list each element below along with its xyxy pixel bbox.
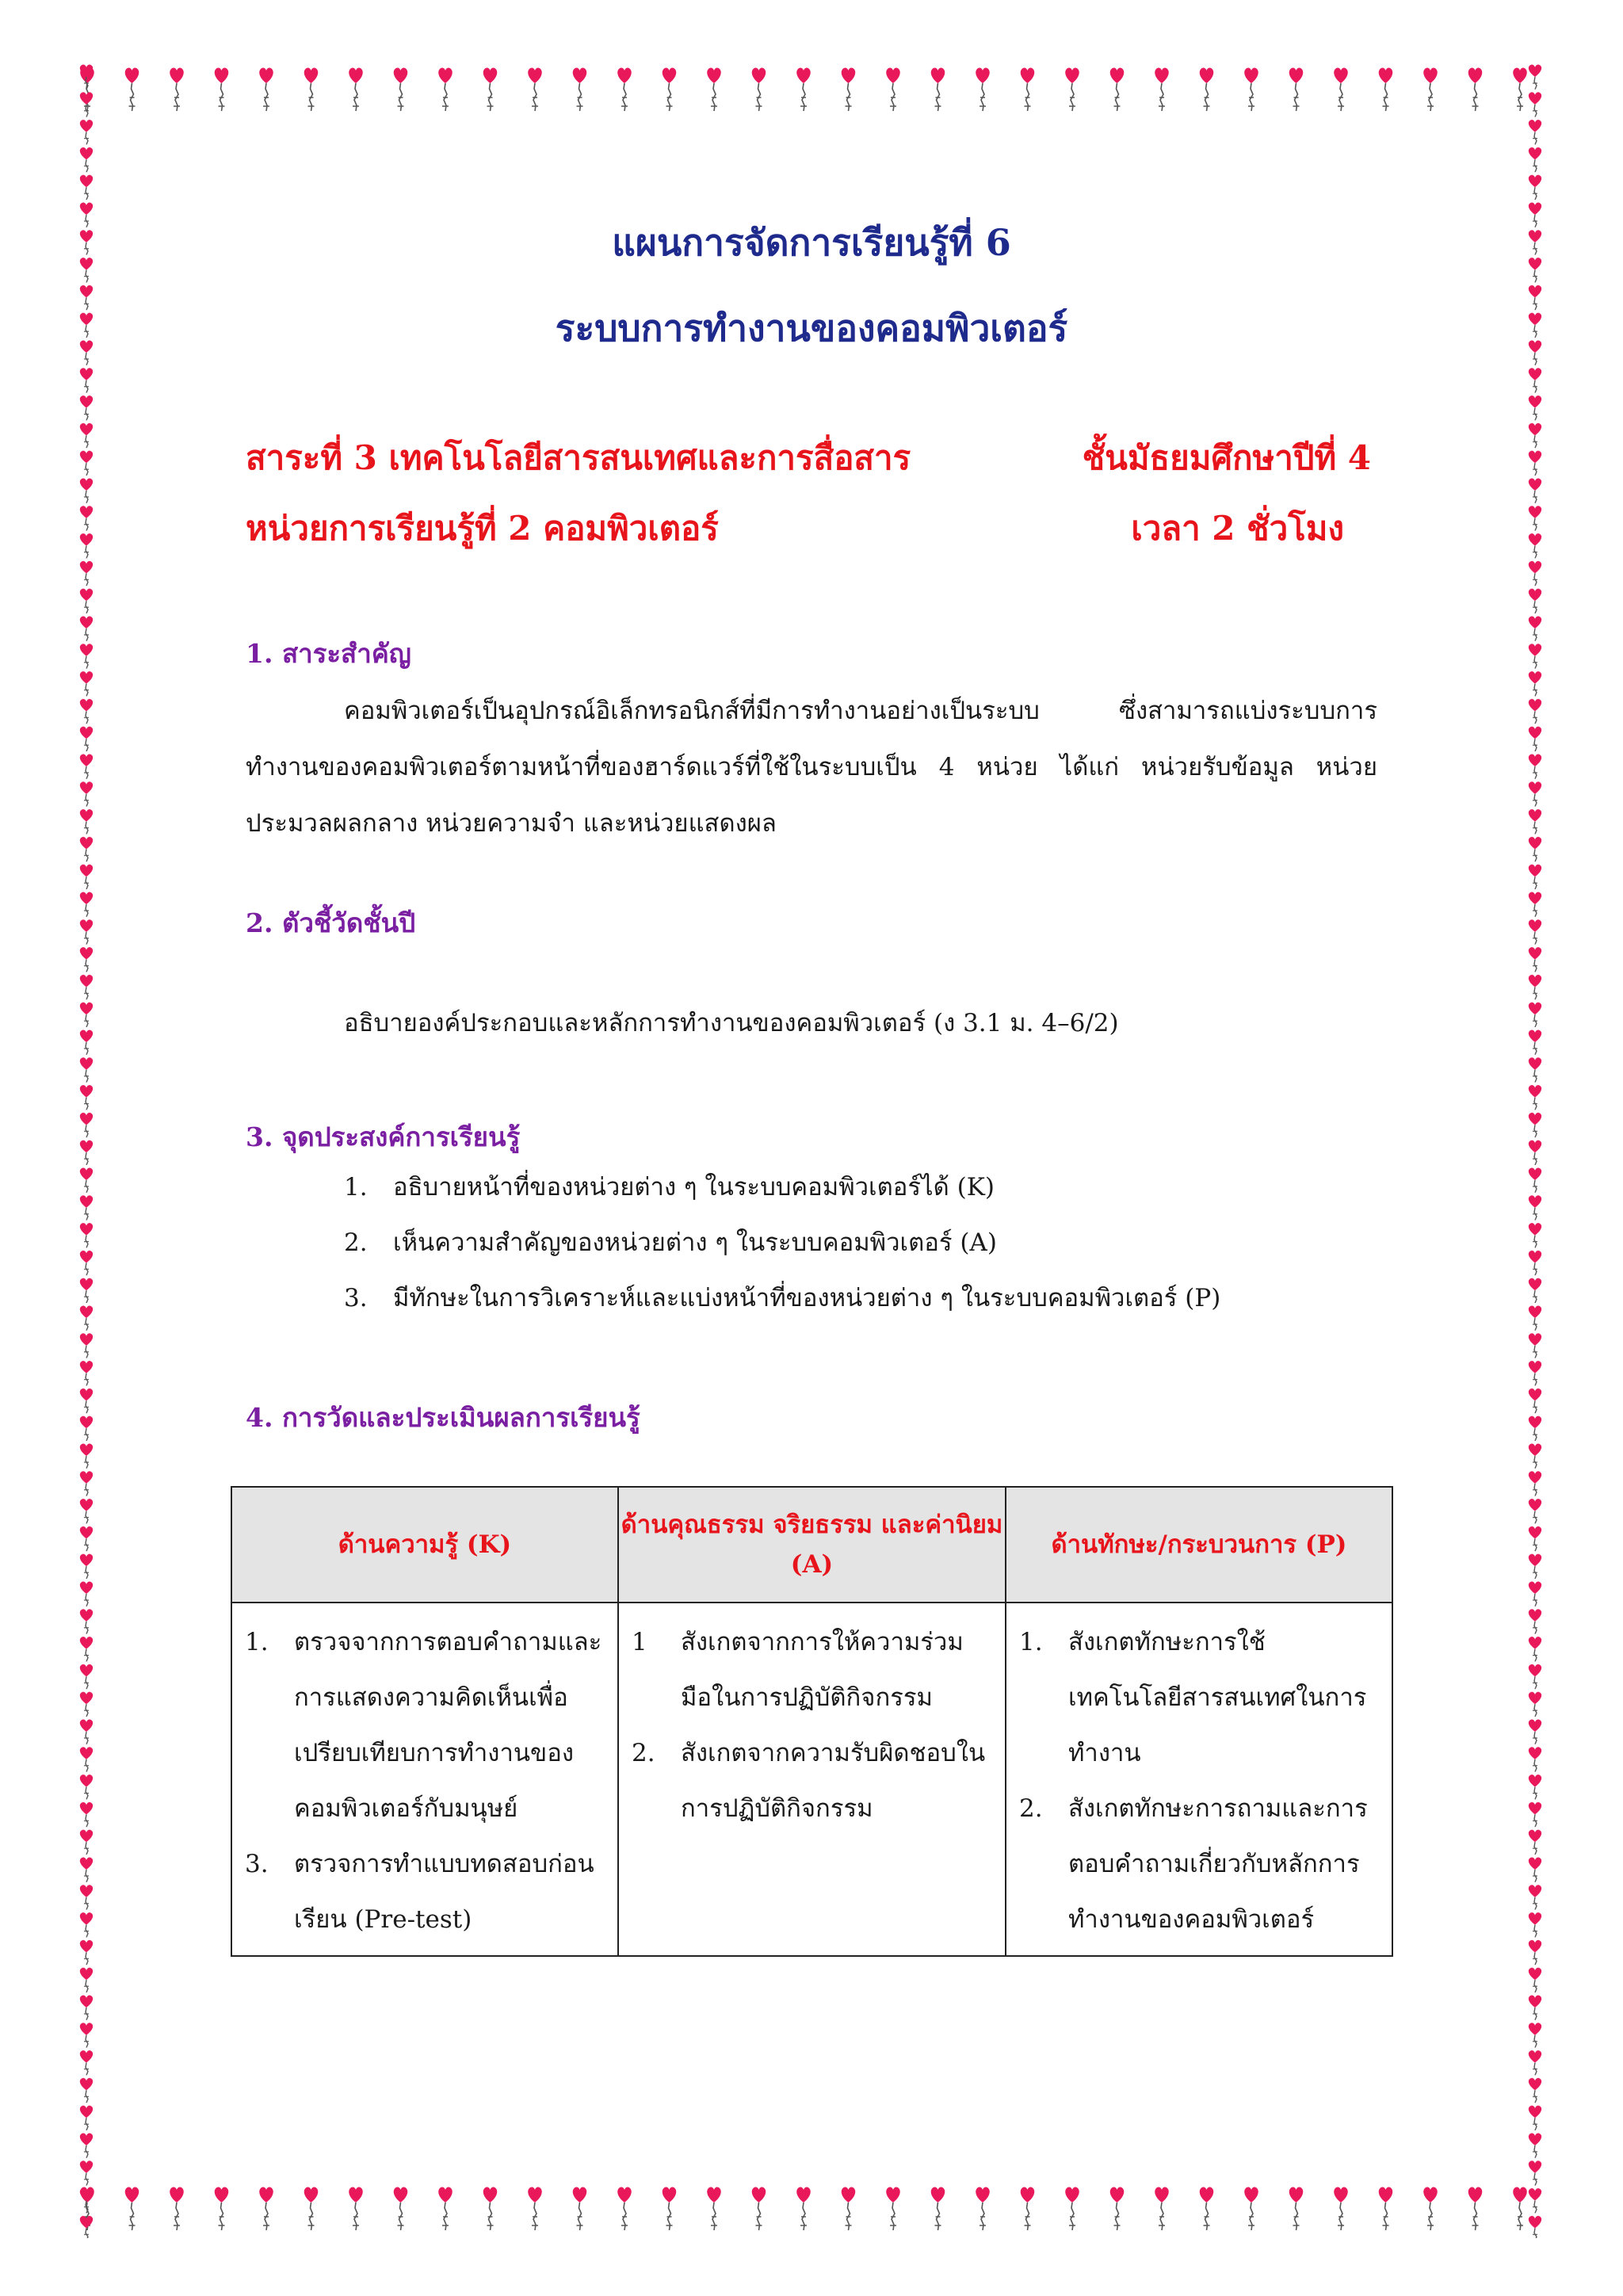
cell-item [245, 1614, 605, 1836]
attitude-cell [618, 1603, 1006, 1956]
cell-item-text: สังเกตทักษะการถามและการตอบคำถามเกี่ยวกับหลักการทำงานของคอมพิวเตอร์ [1068, 1794, 1368, 1934]
table-header-row [231, 1487, 1392, 1603]
cell-item-number: 1. [245, 1628, 269, 1656]
heart-border-right [1520, 62, 1552, 2238]
list-item [344, 1278, 1220, 1333]
column-header-knowledge: ด้านความรู้ (K) [231, 1487, 618, 1603]
cell-item [1019, 1614, 1379, 1781]
heart-balloon-icon [1520, 62, 1552, 2238]
cell-item-text: สังเกตทักษะการใช้เทคโนโลยีสารสนเทศในการทำงาน [1068, 1628, 1367, 1767]
list-item [344, 1167, 1220, 1222]
section-body: คอมพิวเตอร์เป็นอุปกรณ์อิเล็กทรอนิกส์ที่มีการทำงานอย่างเป็นระบบ ซึ่งสามารถแบ่งระบบการทำงานของคอมพิวเตอร์ตามหน้าที่ของฮาร์ดแวร์ที่ใช้ในระบบเป็น 4 หน่วย ได้แก่ หน่วยรับข้อมูล หน่วยประมวลผลกลาง หน่วยความจำ และหน่วยแสดงผล [246, 697, 1377, 838]
cell-item [245, 1836, 605, 1947]
cell-item-text: สังเกตจากการให้ความร่วมมือในการปฏิบัติกิจกรรม [681, 1628, 964, 1712]
cell-item-number: 2. [1019, 1794, 1043, 1823]
grade-label: ชั้นมัธยมศึกษาปีที่ 4 [1082, 438, 1371, 477]
heart-border-top [71, 62, 1552, 119]
heart-balloon-icon [71, 62, 103, 2238]
subject-label: สาระที่ 3 เทคโนโลยีสารสนเทศและการสื่อสาร [246, 438, 911, 477]
section-body: อธิบายองค์ประกอบและหลักการทำงานของคอมพิวเตอร์ (ง 3.1 ม. 4–6/2) [344, 1009, 1119, 1037]
time-label: เวลา 2 ชั่วโมง [1131, 509, 1344, 548]
page-subtitle: ระบบการทำงานของคอมพิวเตอร์ [555, 307, 1068, 350]
cell-item-text: สังเกตจากความรับผิดชอบในการปฏิบัติกิจกรรม [681, 1739, 986, 1823]
list-item-text: อธิบายหน้าที่ของหน่วยต่าง ๆ ในระบบคอมพิวเตอร์ได้ (K) [393, 1173, 995, 1201]
heart-border-bottom [71, 2181, 1552, 2238]
heart-border-left [71, 62, 103, 2238]
column-header-attitude: ด้านคุณธรรม จริยธรรม และค่านิยม (A) [618, 1487, 1006, 1603]
unit-label: หน่วยการเรียนรู้ที่ 2 คอมพิวเตอร์ [246, 509, 719, 548]
page-title: แผนการจัดการเรียนรู้ที่ 6 [612, 221, 1011, 264]
cell-item-text: ตรวจการทำแบบทดสอบก่อนเรียน (Pre-test) [294, 1850, 594, 1934]
heart-balloon-icon [71, 2181, 1552, 2238]
table-row [231, 1603, 1392, 1956]
cell-item-number: 1 [632, 1628, 647, 1656]
list-item-number: 1. [344, 1173, 368, 1201]
cell-item [632, 1725, 992, 1836]
list-item-number: 2. [344, 1228, 368, 1257]
knowledge-cell [231, 1603, 618, 1956]
objectives-list [344, 1167, 1220, 1333]
column-header-skill: ด้านทักษะ/กระบวนการ (P) [1006, 1487, 1392, 1603]
heart-balloon-icon [71, 62, 1552, 119]
cell-item [632, 1614, 992, 1725]
cell-item [1019, 1781, 1379, 1947]
section-heading: 2. ตัวชี้วัดชั้นปี [246, 907, 416, 938]
list-item [344, 1222, 1220, 1278]
section-heading: 3. จุดประสงค์การเรียนรู้ [246, 1121, 521, 1152]
section-heading: 4. การวัดและประเมินผลการเรียนรู้ [246, 1402, 640, 1433]
list-item-text: เห็นความสำคัญของหน่วยต่าง ๆ ในระบบคอมพิวเตอร์ (A) [393, 1228, 997, 1257]
cell-item-number: 3. [245, 1850, 269, 1878]
evaluation-table [231, 1486, 1393, 1957]
section-heading: 1. สาระสำคัญ [246, 638, 411, 669]
list-item-text: มีทักษะในการวิเคราะห์และแบ่งหน้าที่ของหน่วยต่าง ๆ ในระบบคอมพิวเตอร์ (P) [393, 1284, 1221, 1312]
skill-cell [1006, 1603, 1392, 1956]
cell-item-text: ตรวจจากการตอบคำถามและการแสดงความคิดเห็นเพื่อเปรียบเทียบการทำงานของคอมพิวเตอร์กับมนุษย์ [294, 1628, 602, 1823]
list-item-number: 3. [344, 1284, 368, 1312]
cell-item-number: 2. [632, 1739, 655, 1767]
cell-item-number: 1. [1019, 1628, 1043, 1656]
